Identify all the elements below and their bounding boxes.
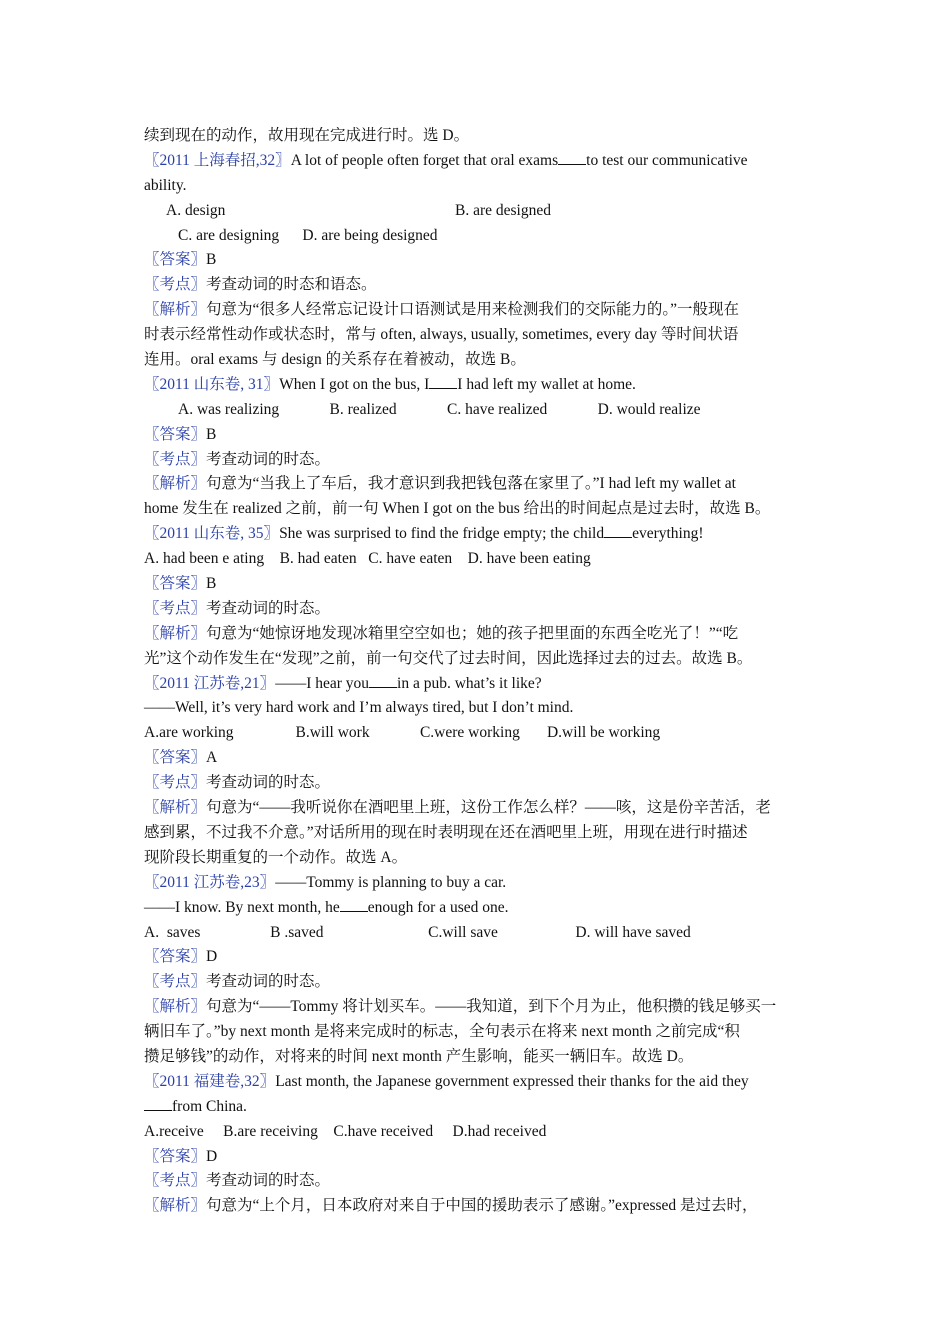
line-text: D [206,948,218,966]
text-line [144,423,810,448]
section-tag: 〖解析〗 [144,998,207,1016]
text-line [144,970,810,995]
text-line [144,1045,810,1070]
answer-blank [558,149,586,165]
line-text: 攒足够钱”的动作，对将来的时间 next month 产生影响，能买一辆旧车。故选 D。 [144,1047,694,1065]
line-text: ——Well, it’s very hard work and I’m always tired, but I don’t mind. [144,699,574,717]
section-tag: 〖答案〗 [144,251,207,269]
line-text: 光”这个动作发生在“发现”之前，前一句交代了过去时间，因此选择过去的过去。故选 B。 [144,649,753,667]
line-text: 续到现在的动作，故用现在完成进行时。选 D。 [144,127,470,144]
answer-blank [144,1095,172,1111]
text-line [144,1095,810,1120]
text-line [144,224,810,249]
line-text: A.are working B.will work C.were working D.will be working [144,724,661,742]
line-text: 考查动词的时态。 [206,774,331,792]
question-text: When I got on the bus, I [279,375,430,393]
section-tag: 〖答案〗 [144,1147,207,1165]
section-tag: 〖2011 江苏卷,23〗 [144,873,276,891]
line-text: A. saves B .saved C.will save D. will have saved [144,923,691,941]
text-line [144,945,810,970]
text-line [144,248,810,273]
line-text: A [206,749,218,767]
line-text: 考查动词的时态。 [206,973,331,991]
text-line [144,921,810,946]
text-line [144,1145,810,1170]
line-text: 句意为“——我听说你在酒吧里上班，这份工作怎么样？——咳，这是份辛苦活，老 [206,799,771,817]
line-text: 连用。oral exams 与 design 的关系存在着被动，故选 B。 [144,351,526,369]
text-line [144,373,810,398]
text-line [144,1020,810,1045]
section-tag: 〖考点〗 [144,774,207,792]
text-line [144,348,810,373]
line-text: 句意为“上个月，日本政府对来自于中国的援助表示了感谢。”expressed 是过去时， [206,1197,758,1215]
question-text: A lot of people often forget that oral exams [290,151,559,169]
text-line [144,696,810,721]
document-page [144,124,810,1219]
question-text: from China. [172,1097,247,1115]
line-text: 考查动词的时态。 [206,599,331,617]
line-text: B [206,425,217,443]
question-text: in a pub. what’s it like? [397,674,542,692]
line-text: B [206,251,217,269]
line-text: 感到累，不过我不介意。”对话所用的现在时表明现在还在酒吧里上班，用现在进行时描述 [144,823,748,841]
section-tag: 〖考点〗 [144,450,207,468]
question-source-tag: 〖2011 上海春招,32〗 [144,151,291,169]
answer-blank [369,672,397,688]
text-line [144,995,810,1020]
text-line [144,174,810,199]
text-line [144,1194,810,1219]
section-tag: 〖解析〗 [144,1197,207,1215]
line-text: D [206,1147,218,1165]
question-source-tag: 〖2011 江苏卷,21〗 [144,674,276,692]
section-tag: 〖解析〗 [144,301,207,319]
section-tag: 〖答案〗 [144,575,207,593]
question-text: ——I hear you [275,674,370,692]
text-line [144,647,810,672]
line-text: 辆旧车了。”by next month 是将来完成时的标志，全句表示在将来 next month 之前完成“积 [144,1023,740,1041]
text-line [144,472,810,497]
text-line [144,1070,810,1095]
text-line [144,323,810,348]
question-text: enough for a used one. [367,898,509,916]
section-tag: 〖2011 福建卷,32〗 [144,1072,276,1090]
section-tag: 〖解析〗 [144,799,207,817]
text-line [144,1169,810,1194]
line-text: C. are designing D. are being designed [178,226,438,244]
section-tag: 〖考点〗 [144,599,207,617]
question-text: I had left my wallet at home. [457,375,636,393]
text-line [144,298,810,323]
question-text: She was surprised to find the fridge empty; the child [279,525,605,543]
text-line [144,721,810,746]
section-tag: 〖答案〗 [144,948,207,966]
line-text: 句意为“当我上了车后，我才意识到我把钱包落在家里了。”I had left my wallet at [206,475,736,493]
line-text: 句意为“——Tommy 将计划买车。——我知道，到下个月为止，他积攒的钱足够买一 [206,998,777,1016]
line-text: ——Tommy is planning to buy a car. [275,873,507,891]
line-text: 考查动词的时态。 [206,450,331,468]
line-text: 现阶段长期重复的一个动作。故选 A。 [144,848,408,866]
line-text: 句意为“很多人经常忘记设计口语测试是用来检测我们的交际能力的。”一般现在 [206,301,740,319]
line-text: Last month, the Japanese government expressed their thanks for the aid they [275,1072,749,1090]
question-source-tag: 〖2011 山东卷, 35〗 [144,525,280,543]
section-tag: 〖答案〗 [144,425,207,443]
text-line [144,771,810,796]
question-source-tag: 〖2011 山东卷, 31〗 [144,375,280,393]
option-a: A. design [166,201,226,219]
text-line [144,448,810,473]
text-line [144,597,810,622]
text-line [144,149,810,174]
line-text: 句意为“她惊讶地发现冰箱里空空如也；她的孩子把里面的东西全吃光了！”“吃 [206,624,739,642]
section-tag: 〖考点〗 [144,973,207,991]
answer-blank [429,373,457,389]
text-line [144,547,810,572]
text-line [144,672,810,697]
text-line [144,871,810,896]
question-text: to test our communicative [586,151,748,169]
text-line [144,622,810,647]
question-text: everything! [632,525,704,543]
text-line [144,199,810,224]
option-b: B. are designed [455,201,551,219]
text-line [144,896,810,921]
section-tag: 〖考点〗 [144,276,207,294]
text-line [144,1120,810,1145]
text-line [144,796,810,821]
line-text: 考查动词的时态。 [206,1172,331,1190]
text-line [144,821,810,846]
line-text: 时表示经常性动作或状态时，常与 often, always, usually, sometimes, every day 等时间状语 [144,326,739,344]
line-text: A.receive B.are receiving C.have received D.had received [144,1122,547,1140]
text-line [144,124,810,149]
line-text: home 发生在 realized 之前，前一句 When I got on the bus 给出的时间起点是过去时，故选 B。 [144,500,771,518]
text-line [144,746,810,771]
text-line [144,522,810,547]
line-text: B [206,575,217,593]
text-line [144,398,810,423]
text-line [144,846,810,871]
text-line [144,273,810,298]
section-tag: 〖解析〗 [144,624,207,642]
answer-blank [604,522,632,538]
section-tag: 〖解析〗 [144,475,207,493]
section-tag: 〖考点〗 [144,1172,207,1190]
question-text: ——I know. By next month, he [144,898,340,916]
text-line [144,572,810,597]
section-tag: 〖答案〗 [144,749,207,767]
text-line [144,497,810,522]
line-text: ability. [144,176,187,194]
line-text: 考查动词的时态和语态。 [206,276,377,294]
answer-blank [340,896,368,912]
line-text: A. had been e ating B. had eaten C. have eaten D. have been eating [144,550,591,568]
line-text: A. was realizing B. realized C. have realized D. would realize [178,400,701,418]
